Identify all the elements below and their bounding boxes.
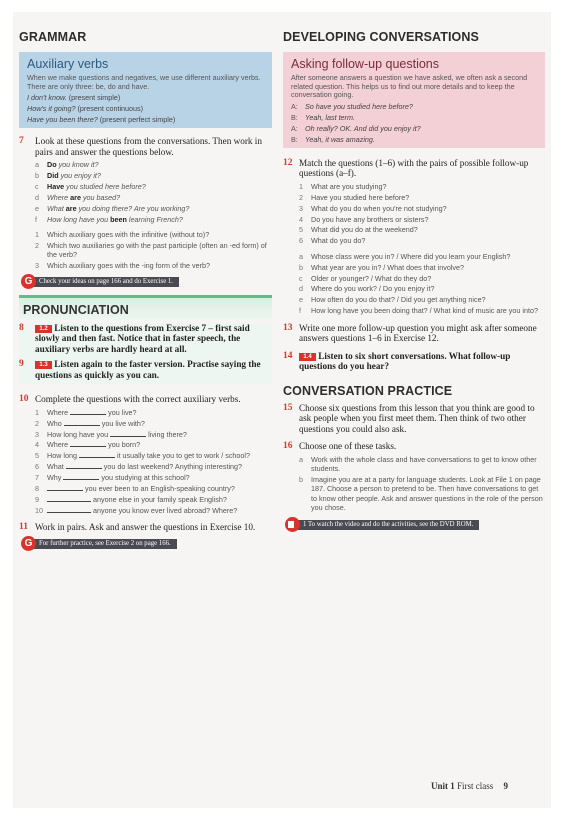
exercise-13	[283, 323, 545, 344]
list-item: 9 anyone else in your family speak English?	[35, 495, 227, 504]
list-item: 7 Why you studying at this school?	[35, 473, 190, 483]
exercise-instruction: Match the questions (1–6) with the pairs of possible follow-up questions (a–f).	[299, 157, 529, 179]
answer-gap[interactable]	[66, 462, 102, 469]
grammar-box-intro: When we make questions and negatives, we use different auxiliary verbs. There are only three: be, do and have.	[27, 73, 261, 91]
list-item: b Did you enjoy it?	[35, 171, 101, 181]
grammar-example: I don't know. (present simple)	[27, 93, 121, 103]
exercise-number: 9	[19, 359, 24, 370]
list-item: 2 Have you studied here before?	[299, 192, 410, 202]
exercise-number: 13	[283, 322, 293, 333]
textbook-page	[13, 12, 551, 808]
list-item: c Have you studied here before?	[35, 182, 146, 191]
list-item: 2 Which two auxiliaries go with the past participle (often an -ed form) of the verb?	[35, 241, 267, 260]
exercise-10	[19, 394, 272, 515]
grammar-example: Have you been there? (present perfect simple)	[27, 115, 176, 125]
exercise-instruction: Listen again to the faster version. Practise saying the questions as quickly as you can.	[35, 359, 261, 380]
exercise-12	[283, 158, 545, 316]
pronunciation-heading: PRONUNCIATION	[23, 302, 129, 317]
list-item: 8 you ever been to an English-speaking country?	[35, 484, 235, 494]
grammar-heading: GRAMMAR	[19, 30, 87, 44]
list-item: 10 anyone you know ever lived abroad? Where?	[35, 505, 238, 515]
exercise-instruction: Choose one of these tasks.	[299, 441, 397, 452]
list-item: 3 Which auxiliary goes with the -ing form of the verb?	[35, 261, 210, 271]
answer-gap[interactable]	[63, 473, 99, 480]
exercise-instruction: Listen to the questions from Exercise 7 – first said slowly and then fast. Notice that in faster speech, the auxiliary verbs are hardly heard at all.	[35, 322, 250, 354]
pronunciation-section	[19, 323, 272, 385]
list-item: f How long have you been learning French?	[35, 214, 183, 224]
grammar-reference-icon: G	[21, 274, 36, 289]
exercise-instruction: Look at these questions from the conversations. Then work in pairs and answer the questions below.	[35, 136, 262, 157]
pronunciation-header	[19, 295, 272, 320]
exercise-instruction: Complete the questions with the correct auxiliary verbs.	[35, 394, 241, 405]
grammar-reference[interactable]	[21, 275, 272, 289]
list-item: 4 Do you have any brothers or sisters?	[299, 214, 429, 224]
exercise-7-items	[35, 160, 272, 224]
list-item: 3 What do you do when you're not studying?	[299, 203, 447, 213]
answer-gap[interactable]	[64, 419, 100, 426]
exercise-number: 12	[283, 157, 293, 168]
exercise-number: 11	[19, 522, 28, 533]
grammar-box	[19, 52, 272, 128]
exercise-16-tasks	[299, 455, 545, 513]
developing-conversations-box-title: Asking follow-up questions	[291, 57, 439, 71]
dialogue-line: B: Yeah, last term.	[291, 112, 355, 122]
video-reference[interactable]	[285, 518, 545, 532]
exercise-instruction: Choose six questions from this lesson that you think are good to ask people when you first meet them. Then think of two other questions you could also ask.	[299, 402, 535, 434]
exercise-number: 14	[283, 350, 293, 361]
list-item: 3 How long have you living there?	[35, 429, 187, 439]
dialogue-line: A: So have you studied here before?	[291, 101, 413, 111]
exercise-number: 8	[19, 322, 24, 333]
exercise-number: 16	[283, 441, 293, 452]
list-item: d Where do you work? / Do you enjoy it?	[299, 284, 435, 294]
list-item: 2 Who you live with?	[35, 418, 145, 428]
exercise-9	[19, 359, 268, 380]
exercise-16	[283, 441, 545, 512]
exercise-7-questions	[35, 230, 272, 271]
grammar-reference-icon: G	[21, 536, 36, 551]
exercise-number: 7	[19, 136, 24, 147]
list-item: b What year are you in? / What does that involve?	[299, 262, 465, 272]
audio-track-icon[interactable]: 1.2	[35, 325, 52, 333]
answer-gap[interactable]	[110, 430, 146, 437]
exercise-14	[283, 351, 545, 372]
exercise-8	[19, 323, 268, 355]
list-item: 1 Where you live?	[35, 407, 137, 417]
developing-conversations-intro: After someone answers a question we have asked, we often ask a second related question. This helps us to find out more details and to keep the conversation going.	[291, 73, 528, 100]
exercise-12-questions	[299, 182, 545, 246]
answer-gap[interactable]	[70, 408, 106, 415]
list-item: a Whose class were you in? / Where did you learn your English?	[299, 251, 511, 261]
answer-gap[interactable]	[70, 440, 106, 447]
list-item: 1 What are you studying?	[299, 181, 387, 191]
list-item: d Where are you based?	[35, 192, 121, 202]
exercise-instruction: Listen to six short conversations. What follow-up questions do you hear?	[299, 350, 511, 372]
list-item: e How often do you do that? / Did you get anything nice?	[299, 295, 486, 305]
reference-text: Check your ideas on page 166 and do Exercise 1.	[30, 277, 179, 287]
exercise-number: 15	[283, 402, 293, 413]
list-item: 5 What did you do at the weekend?	[299, 225, 418, 235]
answer-gap[interactable]	[47, 484, 83, 491]
dialogue-line: A: Oh really? OK. And did you enjoy it?	[291, 123, 421, 133]
audio-track-icon[interactable]: 1.3	[35, 361, 52, 369]
exercise-12-followups	[299, 252, 545, 316]
list-item: 6 What you do last weekend? Anything interesting?	[35, 462, 243, 472]
page-footer	[431, 781, 508, 791]
unit-label: Unit 1	[431, 781, 455, 791]
list-item: b Imagine you are at a party for language students. Look at File 1 on page 187. Choose a person to pretend to be. Then have conversations to get to know other people. Ask and answer questions in the role of the person you chose.	[299, 474, 543, 513]
conversation-practice-heading: CONVERSATION PRACTICE	[283, 383, 453, 398]
right-column	[283, 12, 545, 532]
list-item: a Work with the whole class and have conversations to get to know other students.	[299, 454, 537, 474]
exercise-10-items	[35, 408, 272, 516]
exercise-number: 10	[19, 394, 29, 405]
answer-gap[interactable]	[47, 506, 91, 513]
list-item: f How long have you been doing that? / What kind of music are you into?	[299, 306, 538, 316]
developing-conversations-heading: DEVELOPING CONVERSATIONS	[283, 30, 479, 44]
grammar-reference[interactable]	[21, 537, 272, 551]
answer-gap[interactable]	[47, 495, 91, 502]
list-item: e What are you doing there? Are you working?	[35, 203, 190, 213]
list-item: a Do you know it?	[35, 160, 99, 170]
list-item: 1 Which auxiliary goes with the infinitive (without to)?	[35, 230, 210, 240]
grammar-box-title: Auxiliary verbs	[27, 57, 109, 71]
reference-text: 1 To watch the video and do the activities, see the DVD ROM.	[294, 520, 479, 530]
exercise-instruction: Write one more follow-up question you might ask after someone answers questions 1–6 in Exercise 12.	[299, 322, 537, 344]
exercise-instruction: Work in pairs. Ask and answer the questions in Exercise 10.	[35, 522, 256, 533]
dialogue-line: B: Yeah, it was amazing.	[291, 134, 375, 144]
exercise-7	[19, 136, 272, 271]
list-item: 4 Where you born?	[35, 440, 141, 450]
left-column	[19, 12, 272, 551]
list-item: 5 How long it usually take you to get to work / school?	[35, 451, 251, 461]
answer-gap[interactable]	[79, 451, 115, 458]
video-camera-icon	[285, 517, 300, 532]
developing-conversations-box	[283, 52, 545, 148]
list-item: 6 What do you do?	[299, 236, 366, 246]
exercise-15	[283, 403, 545, 435]
unit-title: First class	[457, 781, 494, 791]
page-number: 9	[503, 781, 509, 791]
list-item: c Older or younger? / What do they do?	[299, 273, 432, 283]
exercise-11	[19, 522, 272, 533]
audio-track-icon[interactable]: 1.4	[299, 353, 316, 361]
grammar-example: How's it going? (present continuous)	[27, 104, 144, 114]
reference-text: For further practice, see Exercise 2 on page 166.	[30, 539, 177, 549]
